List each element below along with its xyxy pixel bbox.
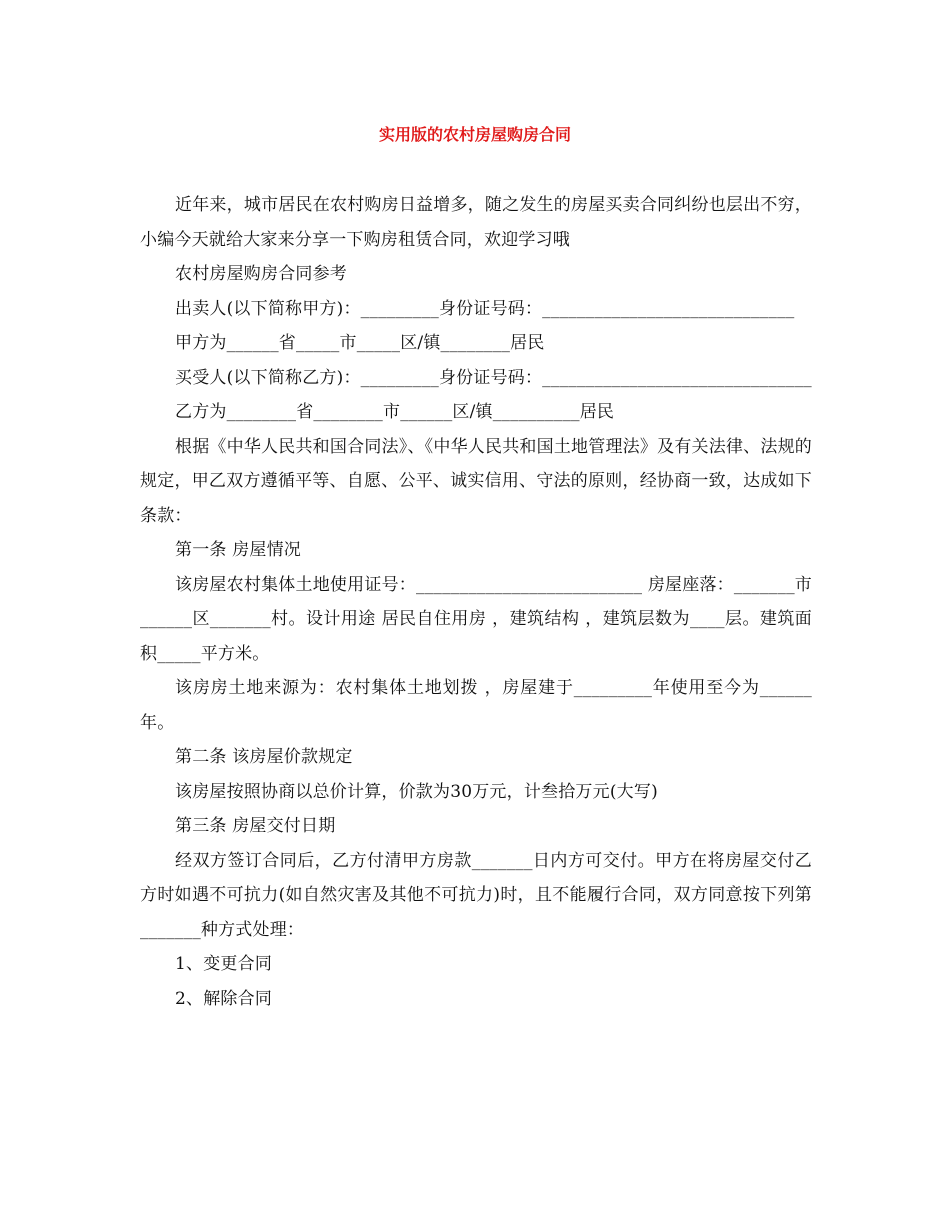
- paragraph-delivery: 经双方签订合同后，乙方付清甲方房款_______日内方可交付。甲方在将房屋交付乙方时如遇不可抗力(如自然灾害及其他不可抗力)时，且不能履行合同，双方同意按下列第_______种方式处理：: [140, 850, 812, 940]
- paragraph-heading-reference: 农村房屋购房合同参考: [175, 264, 347, 284]
- paragraph-seller-residence: 甲方为______省_____市_____区/镇________居民: [175, 333, 545, 353]
- paragraph-price: 该房屋按照协商以总价计算，价款为30万元，计叁拾万元(大写): [175, 781, 658, 802]
- document-body: [140, 188, 812, 1016]
- paragraph-buyer: 买受人(以下简称乙方)：_________身份证号码：_______________________________: [175, 367, 812, 388]
- article-1-heading: 第一条 房屋情况: [175, 540, 302, 560]
- list-item-1: 1、变更合同: [175, 954, 273, 974]
- paragraph-land-source: 该房房土地来源为：农村集体土地划拨 ，房屋建于_________年使用至今为______年。: [140, 678, 812, 733]
- paragraph-seller: 出卖人(以下简称甲方)：_________身份证号码：_____________________________: [175, 298, 795, 319]
- paragraph-legal-basis: 根据《中华人民共和国合同法》、《中华人民共和国土地管理法》及有关法律、法规的规定，甲乙双方遵循平等、自愿、公平、诚实信用、守法的原则，经协商一致，达成如下条款：: [140, 436, 812, 526]
- paragraph-buyer-residence: 乙方为________省________市______区/镇__________居民: [175, 402, 615, 422]
- document-title: 实用版的农村房屋购房合同: [378, 125, 571, 144]
- article-2-heading: 第二条 该房屋价款规定: [175, 747, 353, 767]
- article-3-heading: 第三条 房屋交付日期: [175, 816, 336, 836]
- list-item-2: 2、解除合同: [175, 988, 273, 1009]
- paragraph-intro: 近年来，城市居民在农村购房日益增多，随之发生的房屋买卖合同纠纷也层出不穷，小编今天就给大家来分享一下购房租赁合同，欢迎学习哦: [140, 195, 812, 250]
- paragraph-house-info: 该房屋农村集体土地使用证号：__________________________ 房屋座落：_______市______区_______村。设计用途 居民自住用房 ，建筑结构 ，建筑层数为____层。建筑面积_____平方米。: [140, 574, 812, 664]
